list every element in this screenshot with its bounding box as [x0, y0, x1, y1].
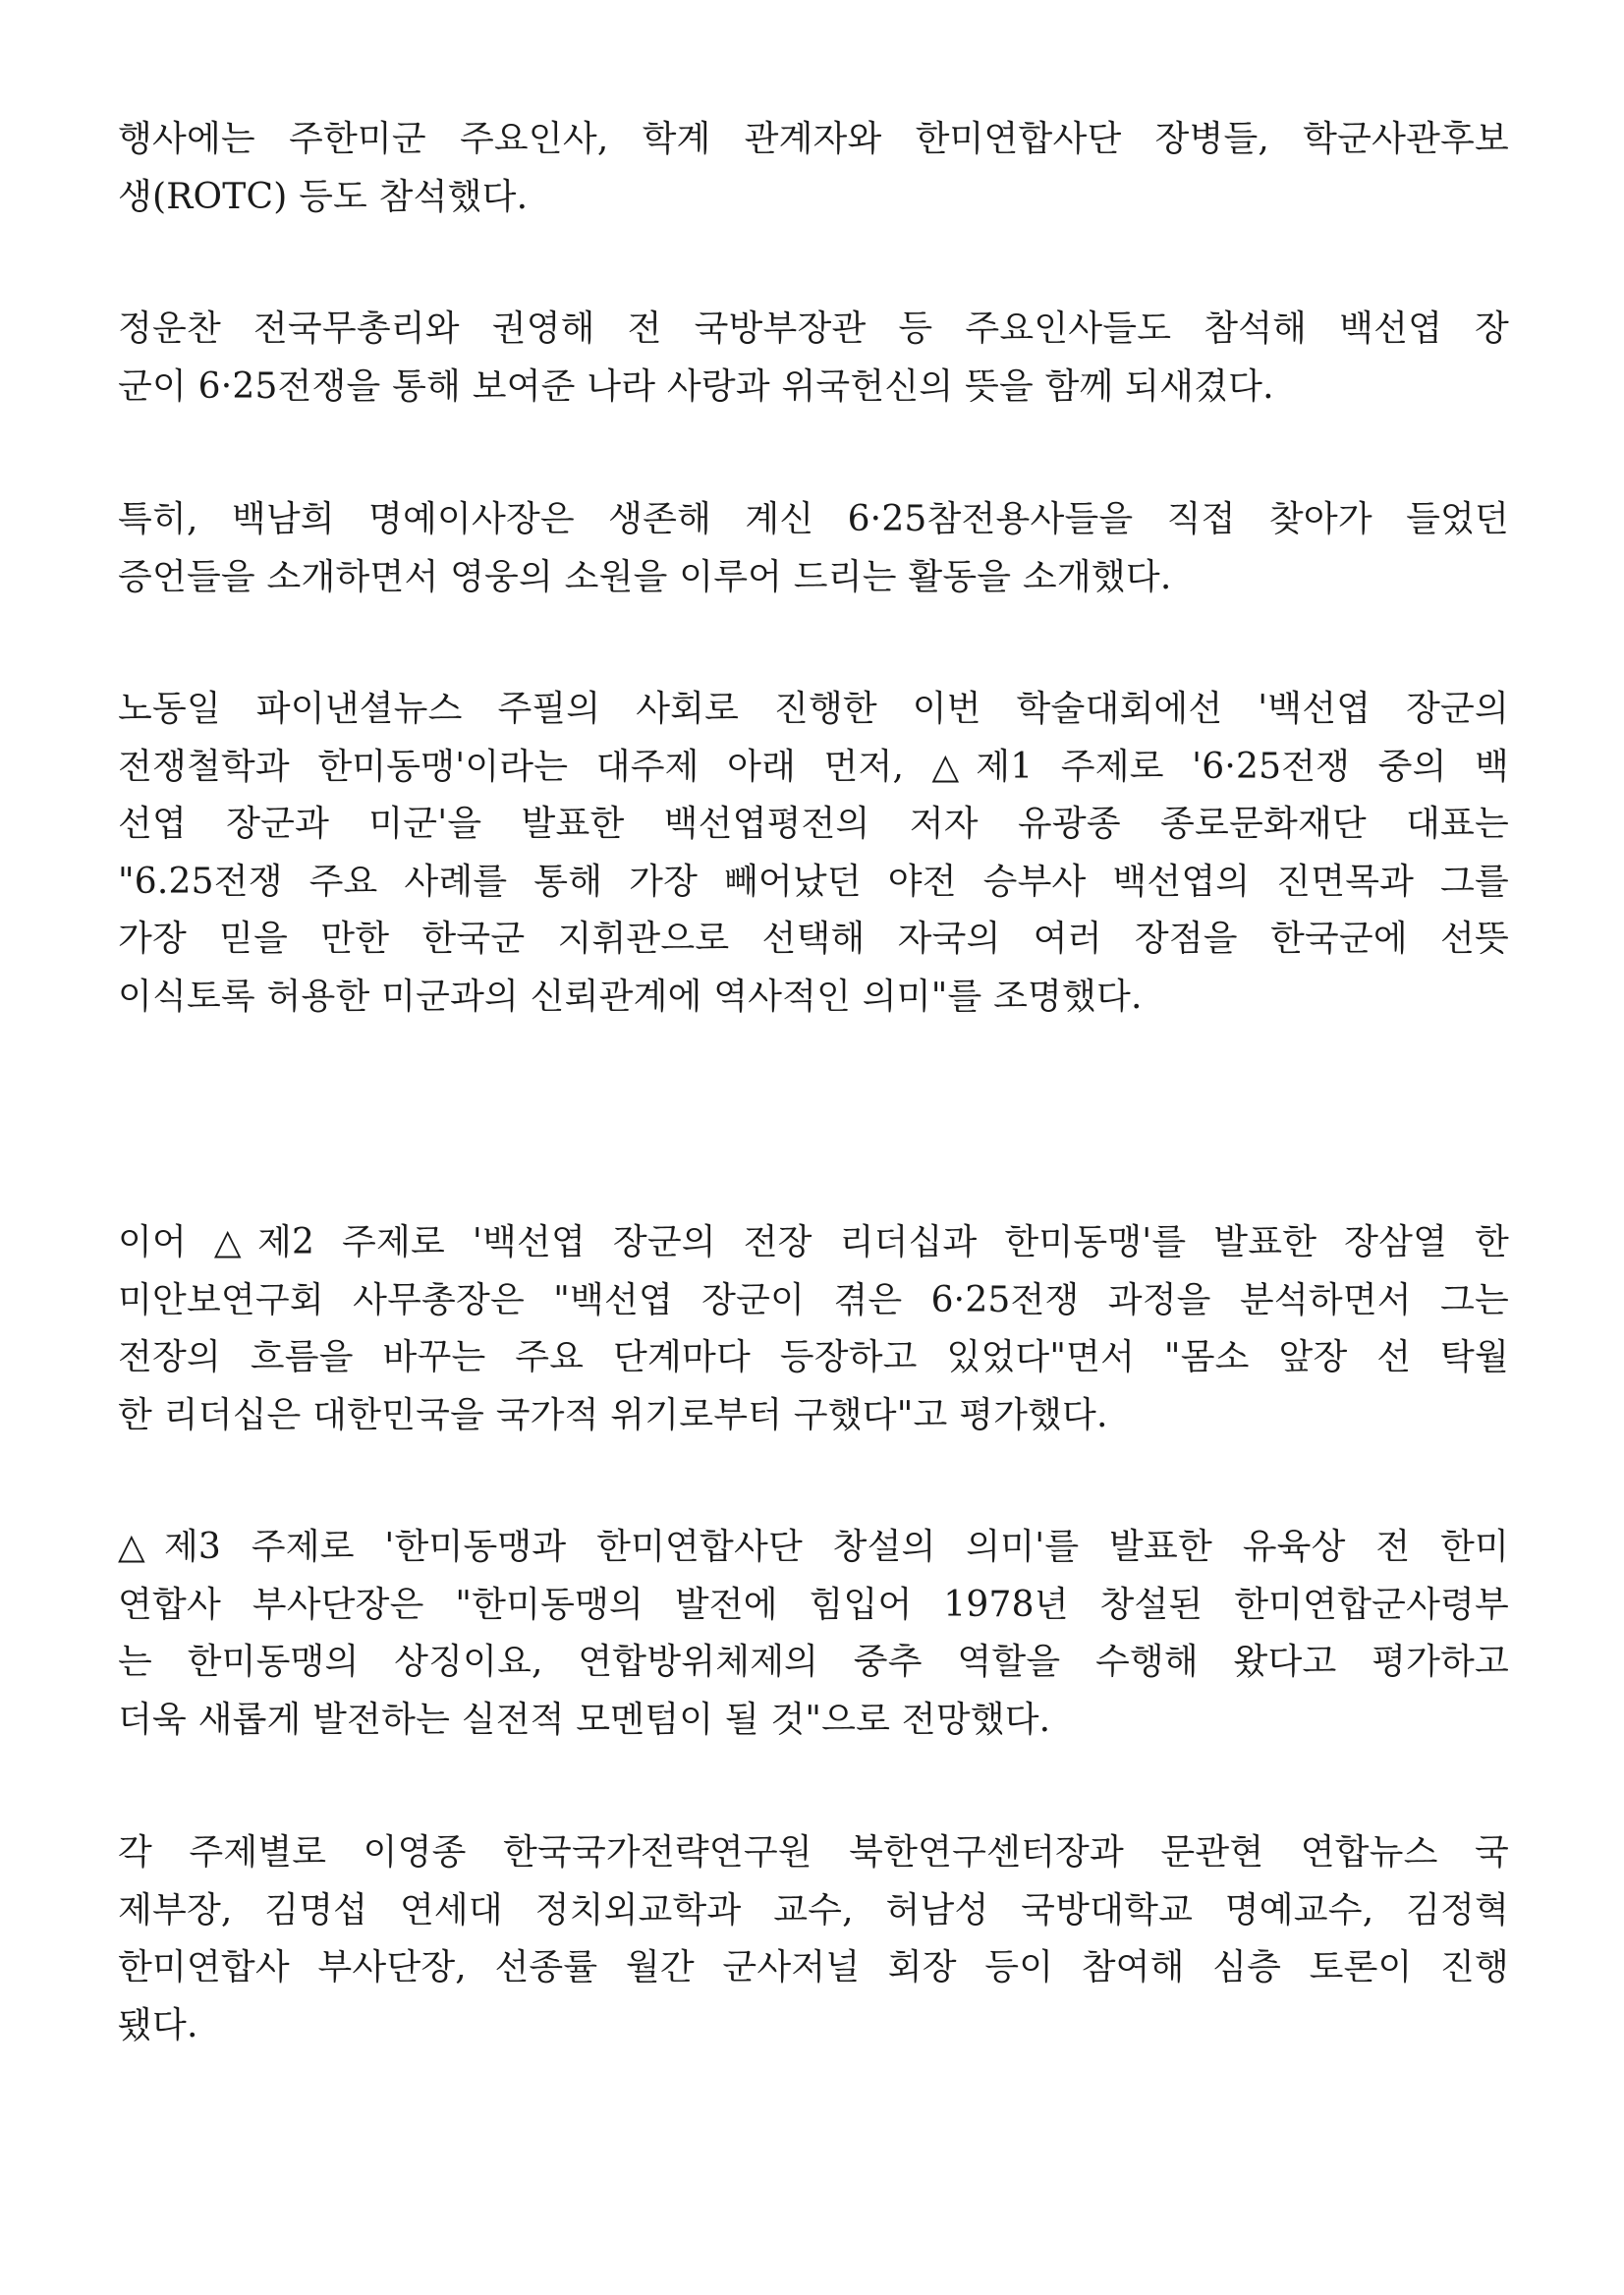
text-line: 는 한미동맹의 상징이요, 연합방위체제의 중추 역할을 수행해 왔다고 평가하고	[118, 1642, 1509, 1682]
text-line: 각 주제별로 이영종 한국국가전략연구원 북한연구센터장과 문관현 연합뉴스 국	[118, 1832, 1509, 1873]
text-line: △제3 주제로 '한미동맹과 한미연합사단 창설의 의미'를 발표한 유육상 전 한미	[118, 1527, 1509, 1567]
paragraph-topic-2	[118, 1214, 1509, 1444]
text-line: 정운찬 전국무총리와 권영해 전 국방부장관 등 주요인사들도 참석해 백선엽 장	[118, 308, 1509, 349]
text-line: 특히, 백남희 명예이사장은 생존해 계신 6·25참전용사들을 직접 찾아가 들었던	[118, 499, 1509, 539]
paragraph-attendees	[118, 111, 1509, 226]
paragraph-dignitaries	[118, 301, 1509, 416]
text-line: 군이 6·25전쟁을 통해 보여준 나라 사랑과 위국헌신의 뜻을 함께 되새겼다.	[118, 365, 1274, 407]
text-line: 전장의 흐름을 바꾸는 주요 단계마다 등장하고 있었다"면서 "몸소 앞장 선 탁월	[118, 1337, 1509, 1377]
text-line: 더욱 새롭게 발전하는 실전적 모멘텀이 될 것"으로 전망했다.	[118, 1699, 1051, 1740]
text-line: 선엽 장군과 미군'을 발표한 백선엽평전의 저자 유광종 종로문화재단 대표는	[118, 804, 1509, 844]
paragraph-honorary-chair	[118, 491, 1509, 606]
paragraph-topic-1	[118, 681, 1509, 1026]
text-line: 한 리더십은 대한민국을 국가적 위기로부터 구했다"고 평가했다.	[118, 1394, 1108, 1435]
paragraph-panel-discussion	[118, 1824, 1509, 2054]
paragraph-topic-3	[118, 1519, 1509, 1749]
text-line: 행사에는 주한미군 주요인사, 학계 관계자와 한미연합사단 장병들, 학군사관후보	[118, 119, 1509, 159]
text-line: 가장 믿을 만한 한국군 지휘관으로 선택해 자국의 여러 장점을 한국군에 선뜻	[118, 919, 1509, 959]
text-line: 됐다.	[118, 2004, 198, 2045]
text-line: 한미연합사 부사단장, 선종률 월간 군사저널 회장 등이 참여해 심층 토론이 진행	[118, 1947, 1509, 1987]
text-line: 제부장, 김명섭 연세대 정치외교학과 교수, 허남성 국방대학교 명예교수, 김정혁	[118, 1889, 1509, 1931]
text-line: 미안보연구회 사무총장은 "백선엽 장군이 겪은 6·25전쟁 과정을 분석하면서 그는	[118, 1279, 1509, 1320]
text-line: 전쟁철학과 한미동맹'이라는 대주제 아래 먼저, △제1 주제로 '6·25전쟁 중의 백	[118, 746, 1509, 787]
text-line: 노동일 파이낸셜뉴스 주필의 사회로 진행한 이번 학술대회에선 '백선엽 장군의	[118, 689, 1509, 729]
text-line: "6.25전쟁 주요 사례를 통해 가장 빼어났던 야전 승부사 백선엽의 진면목과 그를	[118, 861, 1509, 902]
text-line: 생(ROTC) 등도 참석했다.	[118, 176, 529, 217]
text-line: 연합사 부사단장은 "한미동맹의 발전에 힘입어 1978년 창설된 한미연합군사령부	[118, 1584, 1509, 1625]
text-line: 이식토록 허용한 미군과의 신뢰관계에 역사적인 의미"를 조명했다.	[118, 976, 1143, 1017]
text-line: 증언들을 소개하면서 영웅의 소원을 이루어 드리는 활동을 소개했다.	[118, 556, 1172, 597]
text-line: 이어 △제2 주제로 '백선엽 장군의 전장 리더십과 한미동맹'를 발표한 장삼열 한	[118, 1222, 1509, 1262]
